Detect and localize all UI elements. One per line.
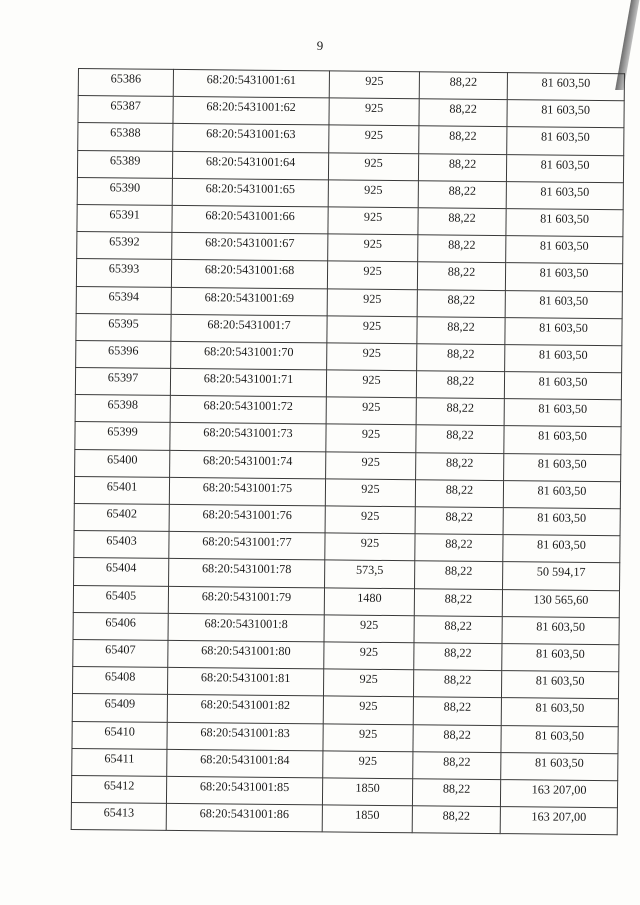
page-number: 9 (316, 38, 324, 53)
cadastral-number-cell: 68:20:5431001:85 (166, 776, 322, 805)
cadastral-number-cell: 68:20:5431001:69 (171, 287, 327, 316)
area-value-cell: 925 (324, 615, 414, 643)
area-value-cell: 573,5 (325, 560, 415, 588)
area-value-cell: 925 (326, 424, 416, 452)
rate-value-cell: 88,22 (415, 561, 503, 589)
cadastral-number-cell: 68:20:5431001:84 (167, 749, 323, 778)
cadastral-number-cell: 68:20:5431001:61 (173, 69, 329, 98)
amount-value-cell: 81 603,50 (504, 399, 621, 427)
area-value-cell: 925 (329, 71, 419, 99)
record-number-cell: 65404 (74, 558, 169, 586)
rate-value-cell: 88,22 (417, 344, 505, 372)
rate-value-cell: 88,22 (416, 452, 504, 480)
area-value-cell: 925 (325, 479, 415, 507)
area-value-cell: 925 (329, 98, 419, 126)
table-body (71, 69, 624, 835)
area-value-cell: 1480 (324, 587, 414, 615)
amount-value-cell: 81 603,50 (504, 453, 621, 481)
cadastral-number-cell: 68:20:5431001:73 (170, 423, 326, 452)
record-number-cell: 65400 (75, 449, 170, 477)
cadastral-number-cell: 68:20:5431001:8 (168, 613, 324, 642)
rate-value-cell: 88,22 (412, 806, 500, 834)
cadastral-number-cell: 68:20:5431001:65 (172, 178, 328, 207)
amount-value-cell: 81 603,50 (505, 263, 622, 291)
area-value-cell: 925 (327, 343, 417, 371)
rate-value-cell: 88,22 (413, 751, 501, 779)
cadastral-number-cell: 68:20:5431001:86 (166, 803, 322, 832)
amount-value-cell: 81 603,50 (503, 508, 620, 536)
cadastral-number-cell: 68:20:5431001:76 (169, 504, 325, 533)
cadastral-number-cell: 68:20:5431001:81 (167, 668, 323, 697)
rate-value-cell: 88,22 (416, 425, 504, 453)
cadastral-number-cell: 68:20:5431001:68 (171, 260, 327, 289)
amount-value-cell: 163 207,00 (500, 779, 617, 807)
cadastral-number-cell: 68:20:5431001:72 (170, 396, 326, 425)
amount-value-cell: 81 603,50 (505, 344, 622, 372)
land-parcel-table (71, 68, 625, 835)
amount-value-cell: 81 603,50 (504, 426, 621, 454)
cadastral-number-cell: 68:20:5431001:82 (167, 695, 323, 724)
record-number-cell: 65412 (71, 775, 166, 803)
record-number-cell: 65390 (77, 177, 172, 205)
rate-value-cell: 88,22 (413, 697, 501, 725)
record-number-cell: 65394 (76, 286, 171, 314)
area-value-cell: 925 (327, 316, 417, 344)
record-number-cell: 65391 (77, 204, 172, 232)
amount-value-cell: 81 603,50 (502, 644, 619, 672)
amount-value-cell: 81 603,50 (501, 725, 618, 753)
record-number-cell: 65407 (73, 639, 168, 667)
rate-value-cell: 88,22 (416, 371, 504, 399)
record-number-cell: 65387 (78, 96, 173, 124)
record-number-cell: 65401 (74, 476, 169, 504)
record-number-cell: 65392 (77, 232, 172, 260)
amount-value-cell: 81 603,50 (501, 671, 618, 699)
record-number-cell: 65408 (72, 667, 167, 695)
record-number-cell: 65402 (74, 503, 169, 531)
record-number-cell: 65395 (76, 313, 171, 341)
record-number-cell: 65386 (78, 69, 173, 97)
area-value-cell: 925 (326, 397, 416, 425)
area-value-cell: 925 (328, 180, 418, 208)
area-value-cell: 925 (328, 234, 418, 262)
area-value-cell: 1850 (322, 778, 412, 806)
amount-value-cell: 81 603,50 (501, 752, 618, 780)
amount-value-cell: 81 603,50 (503, 535, 620, 563)
rate-value-cell: 88,22 (417, 289, 505, 317)
amount-value-cell: 50 594,17 (503, 562, 620, 590)
amount-value-cell: 81 603,50 (506, 209, 623, 237)
record-number-cell: 65410 (72, 721, 167, 749)
rate-value-cell: 88,22 (417, 316, 505, 344)
rate-value-cell: 88,22 (415, 480, 503, 508)
record-number-cell: 65405 (73, 585, 168, 613)
rate-value-cell: 88,22 (418, 181, 506, 209)
amount-value-cell: 81 603,50 (505, 317, 622, 345)
rate-value-cell: 88,22 (415, 507, 503, 535)
rate-value-cell: 88,22 (414, 588, 502, 616)
cadastral-number-cell: 68:20:5431001:64 (172, 151, 328, 180)
amount-value-cell: 81 603,50 (507, 100, 624, 128)
record-number-cell: 65413 (71, 803, 166, 831)
record-number-cell: 65409 (72, 694, 167, 722)
amount-value-cell: 81 603,50 (503, 480, 620, 508)
cadastral-number-cell: 68:20:5431001:79 (168, 586, 324, 615)
amount-value-cell: 81 603,50 (501, 698, 618, 726)
amount-value-cell: 81 603,50 (502, 616, 619, 644)
area-value-cell: 925 (328, 207, 418, 235)
cadastral-number-cell: 68:20:5431001:7 (171, 314, 327, 343)
record-number-cell: 65396 (76, 340, 171, 368)
area-value-cell: 925 (324, 642, 414, 670)
record-number-cell: 65388 (78, 123, 173, 151)
amount-value-cell: 81 603,50 (506, 236, 623, 264)
rate-value-cell: 88,22 (418, 208, 506, 236)
area-value-cell: 925 (323, 696, 413, 724)
record-number-cell: 65389 (77, 150, 172, 178)
cadastral-number-cell: 68:20:5431001:63 (173, 124, 329, 153)
amount-value-cell: 81 603,50 (507, 127, 624, 155)
cadastral-number-cell: 68:20:5431001:83 (167, 722, 323, 751)
amount-value-cell: 81 603,50 (507, 73, 624, 101)
area-value-cell: 925 (323, 669, 413, 697)
cadastral-number-cell: 68:20:5431001:67 (172, 233, 328, 262)
cadastral-number-cell: 68:20:5431001:77 (169, 532, 325, 561)
rate-value-cell: 88,22 (419, 99, 507, 127)
rate-value-cell: 88,22 (419, 72, 507, 100)
cadastral-number-cell: 68:20:5431001:66 (172, 205, 328, 234)
rate-value-cell: 88,22 (418, 235, 506, 263)
record-number-cell: 65399 (75, 422, 170, 450)
area-value-cell: 925 (327, 288, 417, 316)
record-number-cell: 65406 (73, 612, 168, 640)
amount-value-cell: 130 565,60 (502, 589, 619, 617)
area-value-cell: 925 (323, 751, 413, 779)
area-value-cell: 925 (326, 452, 416, 480)
rate-value-cell: 88,22 (414, 643, 502, 671)
amount-value-cell: 81 603,50 (506, 154, 623, 182)
amount-value-cell: 81 603,50 (504, 372, 621, 400)
area-value-cell: 925 (329, 125, 419, 153)
cadastral-number-cell: 68:20:5431001:62 (173, 97, 329, 126)
record-number-cell: 65397 (75, 368, 170, 396)
rate-value-cell: 88,22 (417, 262, 505, 290)
area-value-cell: 1850 (322, 805, 412, 833)
rate-value-cell: 88,22 (412, 779, 500, 807)
record-number-cell: 65398 (75, 395, 170, 423)
area-value-cell: 925 (323, 723, 413, 751)
cadastral-number-cell: 68:20:5431001:71 (170, 368, 326, 397)
area-value-cell: 925 (325, 506, 415, 534)
record-number-cell: 65393 (76, 259, 171, 287)
amount-value-cell: 163 207,00 (500, 807, 617, 835)
cadastral-number-cell: 68:20:5431001:74 (170, 450, 326, 479)
rate-value-cell: 88,22 (414, 616, 502, 644)
cadastral-number-cell: 68:20:5431001:78 (169, 559, 325, 588)
cadastral-number-cell: 68:20:5431001:70 (171, 341, 327, 370)
area-value-cell: 925 (327, 261, 417, 289)
area-value-cell: 925 (325, 533, 415, 561)
record-number-cell: 65403 (74, 531, 169, 559)
amount-value-cell: 81 603,50 (506, 181, 623, 209)
cadastral-number-cell: 68:20:5431001:80 (168, 640, 324, 669)
area-value-cell: 925 (326, 370, 416, 398)
rate-value-cell: 88,22 (413, 724, 501, 752)
rate-value-cell: 88,22 (415, 534, 503, 562)
rate-value-cell: 88,22 (413, 670, 501, 698)
record-number-cell: 65411 (72, 748, 167, 776)
rate-value-cell: 88,22 (419, 126, 507, 154)
table-row (71, 803, 617, 835)
rate-value-cell: 88,22 (418, 153, 506, 181)
register-sheet (71, 68, 625, 835)
area-value-cell: 925 (328, 152, 418, 180)
cadastral-number-cell: 68:20:5431001:75 (169, 477, 325, 506)
amount-value-cell: 81 603,50 (505, 290, 622, 318)
rate-value-cell: 88,22 (416, 398, 504, 426)
